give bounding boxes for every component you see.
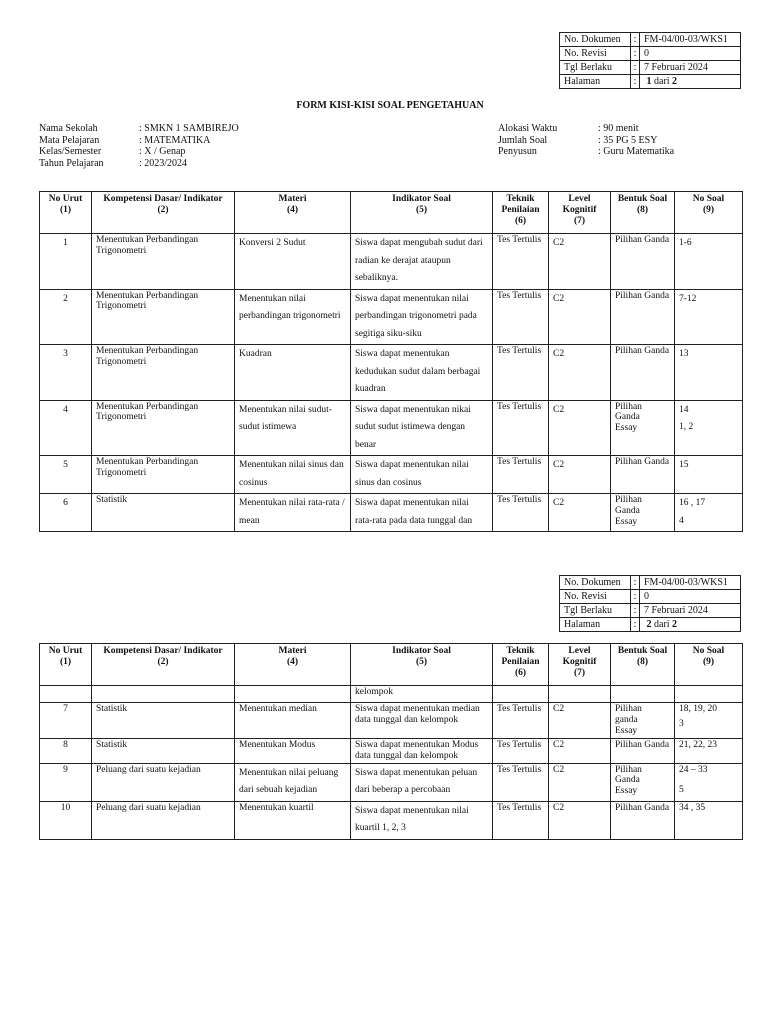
info-value: : 35 PG 5 ESY — [598, 134, 658, 146]
cell-kd: Menentukan Perbandingan Trigonometri — [92, 456, 235, 494]
cell-no: 6 — [40, 494, 92, 532]
doc-number-label: No. Dokumen — [560, 576, 631, 590]
cell-teknik: Tes Tertulis — [493, 739, 549, 764]
table-row — [40, 739, 743, 764]
document-info-box-page-1 — [559, 32, 741, 89]
table-row — [40, 703, 743, 739]
separator: : — [631, 604, 640, 618]
info-label: Nama Sekolah — [39, 123, 98, 134]
cell-bentuk: Pilihan Ganda — [611, 234, 675, 290]
cell-teknik: Tes Tertulis — [493, 234, 549, 290]
cell-no-soal: 16 , 17 4 — [675, 494, 743, 532]
page-of: dari — [654, 75, 670, 87]
revision-value: 0 — [640, 590, 741, 604]
header-indikator: Indikator Soal (5) — [351, 192, 493, 234]
page-number: 2 — [646, 618, 652, 630]
cell-indikator: Siswa dapat menentukan nilai sinus dan cosinus — [351, 456, 493, 494]
header-level: Level Kognitif (7) — [549, 192, 611, 234]
kisi-kisi-table-page-1 — [39, 191, 743, 532]
cell-level: C2 — [549, 739, 611, 764]
cell-no-soal: 13 — [675, 345, 743, 401]
cell-no-soal: 7-12 — [675, 289, 743, 345]
info-value: : MATEMATIKA — [139, 134, 211, 146]
info-label: Penyusun — [498, 146, 537, 157]
doc-number-label: No. Dokumen — [560, 33, 631, 47]
header-bentuk: Bentuk Soal (8) — [611, 192, 675, 234]
cell-indikator: Siswa dapat menentukan median data tunggal dan kelompok — [351, 703, 493, 739]
cell-teknik: Tes Tertulis — [493, 703, 549, 739]
cell-bentuk — [611, 686, 675, 703]
cell-no — [40, 686, 92, 703]
separator: : — [631, 618, 640, 632]
header-bentuk: Bentuk Soal (8) — [611, 644, 675, 686]
cell-teknik: Tes Tertulis — [493, 763, 549, 801]
revision-label: No. Revisi — [560, 590, 631, 604]
header-kompetensi: Kompetensi Dasar/ Indikator (2) — [92, 192, 235, 234]
cell-teknik — [493, 686, 549, 703]
cell-no-soal: 14 1, 2 — [675, 400, 743, 456]
cell-bentuk: Pilihan Ganda — [611, 456, 675, 494]
cell-materi: Menentukan nilai rata-rata / mean — [235, 494, 351, 532]
cell-bentuk: Pilihan Ganda Essay — [611, 763, 675, 801]
page-total: 2 — [672, 75, 678, 87]
effective-date-value: 7 Februari 2024 — [640, 604, 741, 618]
cell-kd: Menentukan Perbandingan Trigonometri — [92, 345, 235, 401]
info-value: : Guru Matematika — [598, 146, 675, 157]
cell-no: 4 — [40, 400, 92, 456]
cell-bentuk: Pilihan Ganda — [611, 345, 675, 401]
cell-teknik: Tes Tertulis — [493, 345, 549, 401]
school-info — [39, 123, 239, 169]
exam-info — [498, 123, 674, 158]
table-row — [40, 400, 743, 456]
cell-bentuk: Pilihan Ganda — [611, 289, 675, 345]
table-header-row — [40, 192, 743, 234]
cell-kd: Statistik — [92, 494, 235, 532]
info-value: : 2023/2024 — [139, 157, 188, 169]
cell-teknik: Tes Tertulis — [493, 801, 549, 839]
cell-level: C2 — [549, 234, 611, 290]
header-kompetensi: Kompetensi Dasar/ Indikator (2) — [92, 644, 235, 686]
effective-date-label: Tgl Berlaku — [560, 61, 631, 75]
header-materi: Materi (4) — [235, 644, 351, 686]
separator: : — [631, 590, 640, 604]
doc-number-value: FM-04/00-03/WKS1 — [640, 33, 741, 47]
cell-materi: Menentukan kuartil — [235, 801, 351, 839]
separator: : — [631, 33, 640, 47]
cell-bentuk: Pilihan ganda Essay — [611, 703, 675, 739]
separator: : — [631, 75, 640, 89]
header-indikator: Indikator Soal (5) — [351, 644, 493, 686]
separator: : — [631, 47, 640, 61]
revision-label: No. Revisi — [560, 47, 631, 61]
separator: : — [631, 61, 640, 75]
cell-indikator: Siswa dapat menentukan nilai kuartil 1, 2, 3 — [351, 801, 493, 839]
cell-bentuk: Pilihan Ganda Essay — [611, 400, 675, 456]
cell-no: 3 — [40, 345, 92, 401]
cell-kd: Menentukan Perbandingan Trigonometri — [92, 400, 235, 456]
cell-no: 9 — [40, 763, 92, 801]
cell-level: C2 — [549, 703, 611, 739]
table-row — [40, 801, 743, 839]
cell-indikator: Siswa dapat menentukan Modus data tunggal dan kelompok — [351, 739, 493, 764]
cell-no: 8 — [40, 739, 92, 764]
cell-materi: Kuadran — [235, 345, 351, 401]
page-value — [640, 75, 741, 89]
cell-no: 1 — [40, 234, 92, 290]
cell-materi: Menentukan Modus — [235, 739, 351, 764]
cell-no-soal: 34 , 35 — [675, 801, 743, 839]
cell-teknik: Tes Tertulis — [493, 456, 549, 494]
info-value: : SMKN 1 SAMBIREJO — [139, 123, 239, 134]
cell-bentuk: Pilihan Ganda — [611, 801, 675, 839]
table-row — [40, 234, 743, 290]
info-label: Jumlah Soal — [498, 134, 548, 146]
document-info-box-page-2 — [559, 575, 741, 632]
header-no-urut: No Urut (1) — [40, 644, 92, 686]
cell-no: 10 — [40, 801, 92, 839]
cell-indikator: Siswa dapat menentukan nilai perbandingan trigonometri pada segitiga siku-siku — [351, 289, 493, 345]
cell-indikator: Siswa dapat menentukan kedudukan sudut dalam berbagai kuadran — [351, 345, 493, 401]
header-teknik: Teknik Penilaian (6) — [493, 644, 549, 686]
cell-level: C2 — [549, 494, 611, 532]
kisi-kisi-table-page-2 — [39, 643, 743, 840]
cell-materi: Menentukan nilai sudut-sudut istimewa — [235, 400, 351, 456]
cell-indikator: Siswa dapat menentukan peluan dari beberap a percobaan — [351, 763, 493, 801]
page-number: 1 — [646, 75, 652, 87]
cell-no-soal: 21, 22, 23 — [675, 739, 743, 764]
cell-kd: Statistik — [92, 703, 235, 739]
cell-bentuk: Pilihan Ganda Essay — [611, 494, 675, 532]
cell-kd: Menentukan Perbandingan Trigonometri — [92, 234, 235, 290]
cell-materi: Menentukan median — [235, 703, 351, 739]
header-level: Level Kognitif (7) — [549, 644, 611, 686]
cell-no-soal: 18, 19, 20 3 — [675, 703, 743, 739]
cell-materi: Menentukan nilai sinus dan cosinus — [235, 456, 351, 494]
cell-no-soal: 24 – 33 5 — [675, 763, 743, 801]
cell-no-soal — [675, 686, 743, 703]
page-value — [640, 618, 741, 632]
cell-kd: Menentukan Perbandingan Trigonometri — [92, 289, 235, 345]
page-total: 2 — [672, 618, 678, 630]
cell-teknik: Tes Tertulis — [493, 400, 549, 456]
cell-no: 2 — [40, 289, 92, 345]
cell-level: C2 — [549, 289, 611, 345]
cell-no-soal: 15 — [675, 456, 743, 494]
table-row — [40, 345, 743, 401]
header-teknik: Teknik Penilaian (6) — [493, 192, 549, 234]
info-value: : X / Genap — [139, 146, 186, 157]
cell-level: C2 — [549, 345, 611, 401]
cell-kd: Peluang dari suatu kejadian — [92, 801, 235, 839]
cell-teknik: Tes Tertulis — [493, 289, 549, 345]
effective-date-value: 7 Februari 2024 — [640, 61, 741, 75]
cell-no: 7 — [40, 703, 92, 739]
page-label: Halaman — [560, 618, 631, 632]
cell-kd — [92, 686, 235, 703]
separator: : — [631, 576, 640, 590]
cell-level: C2 — [549, 400, 611, 456]
cell-no: 5 — [40, 456, 92, 494]
info-label: Alokasi Waktu — [498, 123, 558, 134]
cell-level: C2 — [549, 801, 611, 839]
info-label: Kelas/Semester — [39, 146, 102, 157]
cell-materi: Konversi 2 Sudut — [235, 234, 351, 290]
info-value: : 90 menit — [598, 123, 639, 134]
cell-bentuk: Pilihan Ganda — [611, 739, 675, 764]
revision-value: 0 — [640, 47, 741, 61]
info-label: Mata Pelajaran — [39, 134, 100, 146]
page-of: dari — [654, 618, 670, 630]
cell-kd: Statistik — [92, 739, 235, 764]
cell-level: C2 — [549, 763, 611, 801]
header-no-soal: No Soal (9) — [675, 644, 743, 686]
table-row — [40, 289, 743, 345]
doc-number-value: FM-04/00-03/WKS1 — [640, 576, 741, 590]
header-no-urut: No Urut (1) — [40, 192, 92, 234]
cell-level — [549, 686, 611, 703]
cell-level: C2 — [549, 456, 611, 494]
table-row — [40, 456, 743, 494]
cell-indikator: Siswa dapat menentukan nikai sudut sudut istimewa dengan benar — [351, 400, 493, 456]
cell-indikator: Siswa dapat menentukan nilai rata-rata pada data tunggal dan — [351, 494, 493, 532]
page-label: Halaman — [560, 75, 631, 89]
header-no-soal: No Soal (9) — [675, 192, 743, 234]
effective-date-label: Tgl Berlaku — [560, 604, 631, 618]
cell-materi: Menentukan nilai peluang dari sebuah kejadian — [235, 763, 351, 801]
header-materi: Materi (4) — [235, 192, 351, 234]
cell-kd: Peluang dari suatu kejadian — [92, 763, 235, 801]
continuation-row — [40, 686, 743, 703]
cell-indikator: Siswa dapat mengubah sudut dari radian ke derajat ataupun sebaliknya. — [351, 234, 493, 290]
cell-materi: Menentukan nilai perbandingan trigonometri — [235, 289, 351, 345]
cell-no-soal: 1-6 — [675, 234, 743, 290]
cell-indikator: kelompok — [351, 686, 493, 703]
table-header-row — [40, 644, 743, 686]
table-row — [40, 494, 743, 532]
table-row — [40, 763, 743, 801]
info-label: Tahun Pelajaran — [39, 157, 104, 169]
cell-materi — [235, 686, 351, 703]
cell-teknik: Tes Tertulis — [493, 494, 549, 532]
form-title: FORM KISI-KISI SOAL PENGETAHUAN — [296, 100, 484, 111]
